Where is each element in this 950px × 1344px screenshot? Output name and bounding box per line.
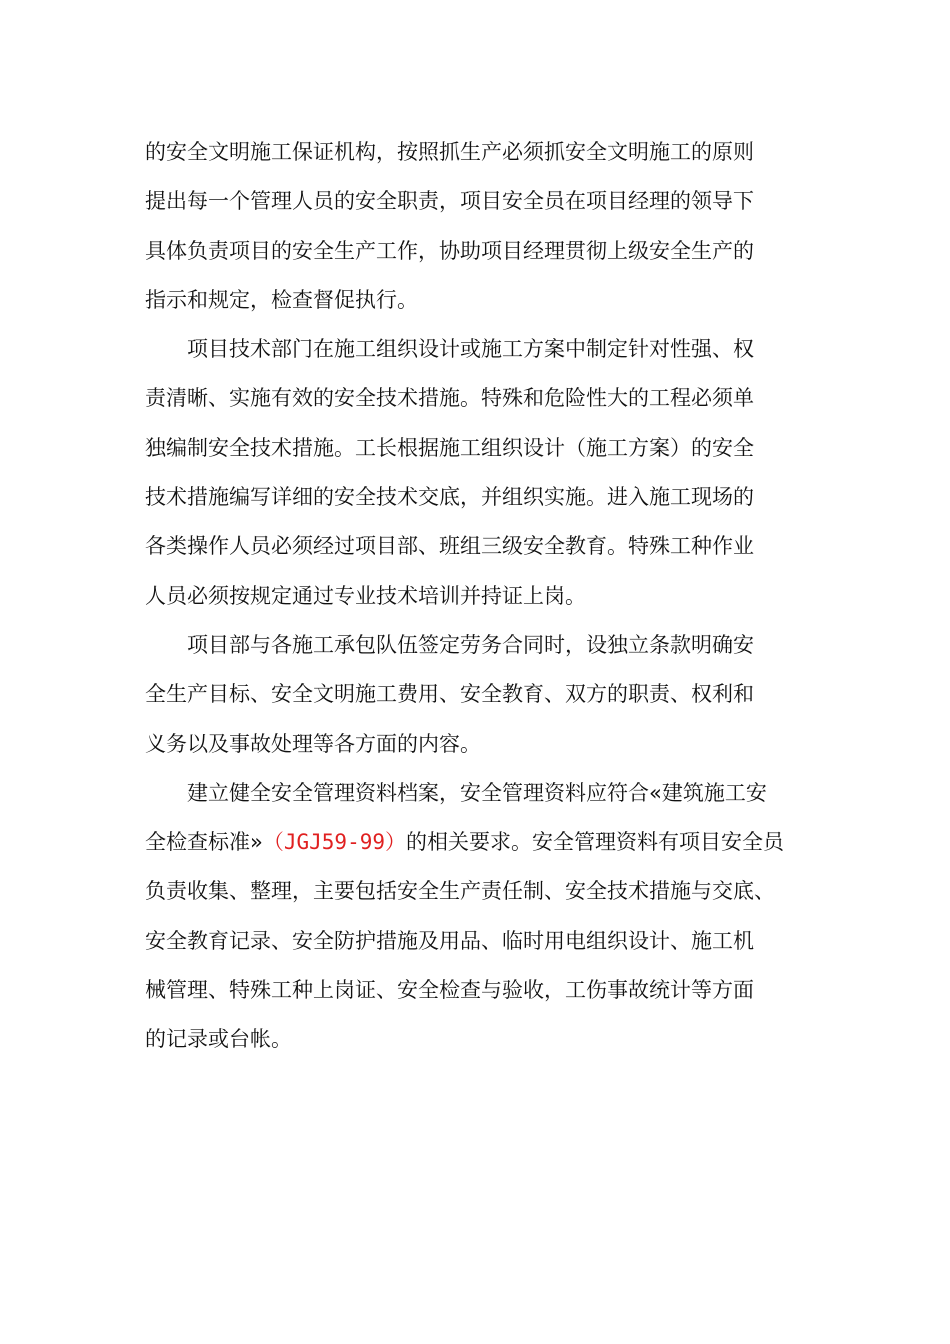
paragraph-3	[145, 621, 825, 769]
paragraph-line: 具体负责项目的安全生产工作，协助项目经理贯彻上级安全生产的	[145, 238, 754, 263]
document-body	[145, 128, 825, 1065]
paragraph-line: 的安全文明施工保证机构，按照抓生产必须抓安全文明施工的原则	[145, 140, 754, 164]
paragraph-line: 负责收集、整理，主要包括安全生产责任制、安全技术措施与交底、	[145, 879, 775, 904]
paragraph-2	[145, 325, 825, 621]
paragraph-line: 械管理、特殊工种上岗证、安全检查与验收，工伤事故统计等方面	[145, 978, 754, 1003]
paragraph-4	[145, 769, 825, 1065]
paragraph-line: 全生产目标、安全文明施工费用、安全教育、双方的职责、权利和	[145, 682, 754, 707]
paragraph-line: 独编制安全技术措施。工长根据施工组织设计（施工方案）的安全	[145, 435, 754, 460]
paragraph-line: 指示和规定，检查督促执行。	[145, 287, 418, 312]
paragraph-line: 技术措施编写详细的安全技术交底，并组织实施。进入施工现场的	[145, 485, 754, 510]
paragraph-text: 全检查标准»	[145, 830, 263, 855]
paragraph-text: 的相关要求。安全管理资料有项目安全员	[406, 830, 785, 855]
paragraph-line: 项目技术部门在施工组织设计或施工方案中制定针对性强、权	[187, 337, 754, 362]
paragraph-line: 的记录或台帐。	[145, 1027, 292, 1052]
paragraph-line: 人员必须按规定通过专业技术培训并持证上岗。	[145, 583, 586, 608]
paragraph-line: 项目部与各施工承包队伍签定劳务合同时，设独立条款明确安	[187, 632, 754, 657]
paragraph-line-with-reference	[145, 818, 825, 867]
paragraph-line: 责清晰、实施有效的安全技术措施。特殊和危险性大的工程必须单	[145, 386, 754, 411]
paragraph-line: 提出每一个管理人员的安全职责，项目安全员在项目经理的领导下	[145, 189, 754, 214]
paragraph-line: 建立健全安全管理资料档案，安全管理资料应符合«建筑施工安	[187, 780, 767, 805]
paragraph-line: 各类操作人员必须经过项目部、班组三级安全教育。特殊工种作业	[145, 534, 754, 559]
standard-code-reference: （JGJ59-99）	[262, 830, 407, 855]
paragraph-1	[145, 128, 825, 325]
paragraph-line: 义务以及事故处理等各方面的内容。	[145, 731, 481, 756]
paragraph-line: 安全教育记录、安全防护措施及用品、临时用电组织设计、施工机	[145, 928, 754, 953]
